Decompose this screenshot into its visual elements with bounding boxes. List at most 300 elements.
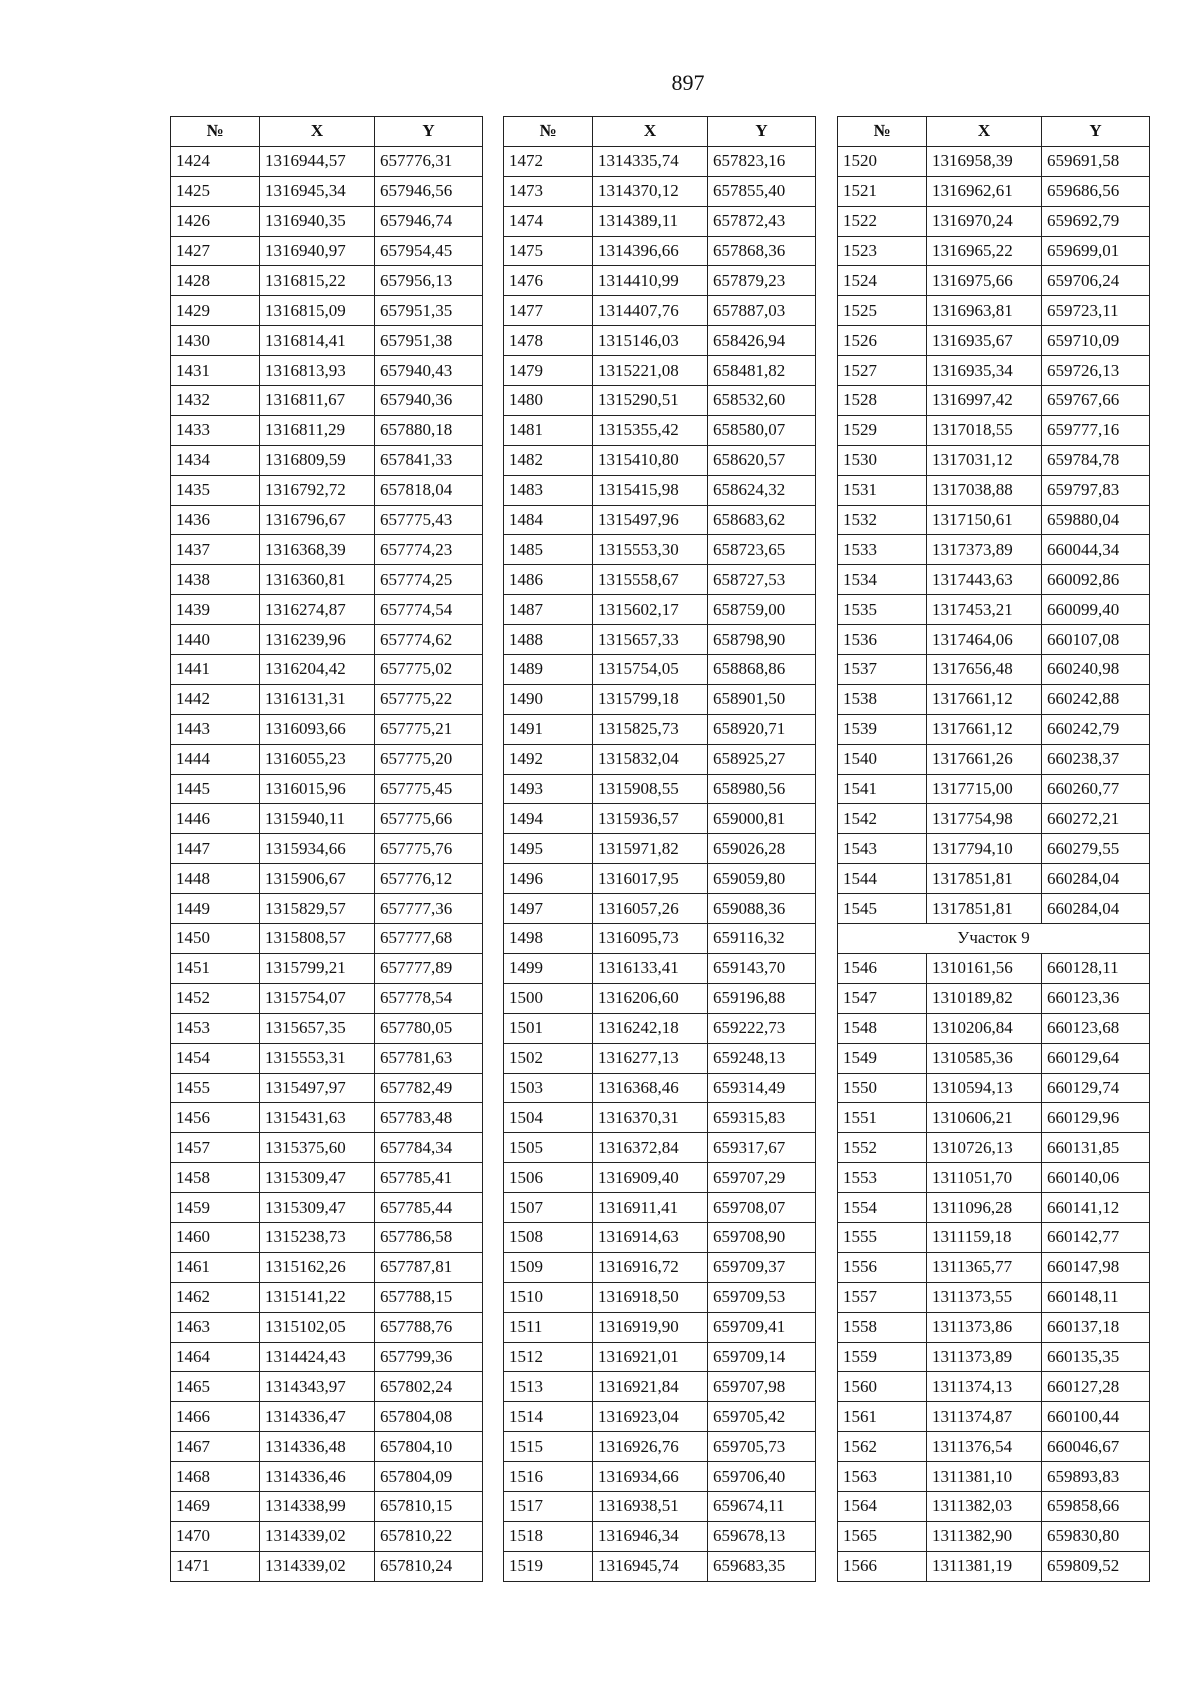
point-number: 1532 xyxy=(838,505,927,535)
table-row xyxy=(504,714,816,744)
x-coordinate: 1316935,34 xyxy=(927,356,1042,386)
y-coordinate: 658920,71 xyxy=(708,714,816,744)
x-coordinate: 1315375,60 xyxy=(260,1133,375,1163)
y-coordinate: 659674,11 xyxy=(708,1491,816,1521)
table-row xyxy=(504,655,816,685)
point-number: 1527 xyxy=(838,356,927,386)
table-row xyxy=(838,176,1150,206)
point-number: 1503 xyxy=(504,1073,593,1103)
table-row xyxy=(171,1222,483,1252)
table-row xyxy=(504,206,816,236)
point-number: 1536 xyxy=(838,625,927,655)
y-coordinate: 657774,25 xyxy=(375,565,483,595)
table-row xyxy=(838,236,1150,266)
y-coordinate: 658901,50 xyxy=(708,684,816,714)
y-coordinate: 657776,31 xyxy=(375,146,483,176)
y-coordinate: 657879,23 xyxy=(708,266,816,296)
table-row xyxy=(504,415,816,445)
point-number: 1559 xyxy=(838,1342,927,1372)
table-row xyxy=(504,1013,816,1043)
point-number: 1557 xyxy=(838,1282,927,1312)
y-coordinate: 657775,43 xyxy=(375,505,483,535)
point-number: 1441 xyxy=(171,655,260,685)
point-number: 1538 xyxy=(838,684,927,714)
point-number: 1443 xyxy=(171,714,260,744)
x-coordinate: 1316095,73 xyxy=(593,924,708,954)
table-row xyxy=(504,953,816,983)
point-number: 1434 xyxy=(171,445,260,475)
x-coordinate: 1315799,21 xyxy=(260,953,375,983)
y-coordinate: 657775,22 xyxy=(375,684,483,714)
x-coordinate: 1310594,13 xyxy=(927,1073,1042,1103)
x-coordinate: 1311382,90 xyxy=(927,1521,1042,1551)
table-row xyxy=(504,475,816,505)
table-row xyxy=(838,1282,1150,1312)
y-coordinate: 659116,32 xyxy=(708,924,816,954)
y-coordinate: 660238,37 xyxy=(1042,744,1150,774)
y-coordinate: 657872,43 xyxy=(708,206,816,236)
y-coordinate: 657818,04 xyxy=(375,475,483,505)
x-coordinate: 1317661,12 xyxy=(927,684,1042,714)
table-row xyxy=(838,386,1150,416)
table-row xyxy=(838,1133,1150,1163)
point-number: 1520 xyxy=(838,146,927,176)
x-coordinate: 1317031,12 xyxy=(927,445,1042,475)
y-coordinate: 659196,88 xyxy=(708,983,816,1013)
y-coordinate: 660135,35 xyxy=(1042,1342,1150,1372)
x-coordinate: 1315238,73 xyxy=(260,1222,375,1252)
point-number: 1512 xyxy=(504,1342,593,1372)
y-coordinate: 660141,12 xyxy=(1042,1193,1150,1223)
y-coordinate: 659317,67 xyxy=(708,1133,816,1163)
point-number: 1540 xyxy=(838,744,927,774)
table-row xyxy=(838,864,1150,894)
table-row xyxy=(504,1432,816,1462)
point-number: 1431 xyxy=(171,356,260,386)
x-coordinate: 1317373,89 xyxy=(927,535,1042,565)
x-coordinate: 1314336,46 xyxy=(260,1462,375,1492)
x-coordinate: 1310585,36 xyxy=(927,1043,1042,1073)
point-number: 1487 xyxy=(504,595,593,625)
x-coordinate: 1315940,11 xyxy=(260,804,375,834)
point-number: 1523 xyxy=(838,236,927,266)
table-row xyxy=(504,1282,816,1312)
table-row xyxy=(838,1043,1150,1073)
point-number: 1484 xyxy=(504,505,593,535)
y-coordinate: 660242,88 xyxy=(1042,684,1150,714)
table-row xyxy=(504,1342,816,1372)
y-coordinate: 657788,15 xyxy=(375,1282,483,1312)
x-coordinate: 1314339,02 xyxy=(260,1521,375,1551)
y-coordinate: 657787,81 xyxy=(375,1252,483,1282)
point-number: 1482 xyxy=(504,445,593,475)
table-row xyxy=(504,1372,816,1402)
point-number: 1437 xyxy=(171,535,260,565)
y-coordinate: 659709,14 xyxy=(708,1342,816,1372)
x-coordinate: 1311373,89 xyxy=(927,1342,1042,1372)
y-coordinate: 657880,18 xyxy=(375,415,483,445)
table-row xyxy=(171,774,483,804)
y-coordinate: 660100,44 xyxy=(1042,1402,1150,1432)
y-coordinate: 660131,85 xyxy=(1042,1133,1150,1163)
y-coordinate: 658426,94 xyxy=(708,326,816,356)
point-number: 1492 xyxy=(504,744,593,774)
y-coordinate: 657804,10 xyxy=(375,1432,483,1462)
point-number: 1531 xyxy=(838,475,927,505)
x-coordinate: 1314336,47 xyxy=(260,1402,375,1432)
point-number: 1545 xyxy=(838,894,927,924)
y-coordinate: 658624,32 xyxy=(708,475,816,505)
table-row xyxy=(171,655,483,685)
x-coordinate: 1316015,96 xyxy=(260,774,375,804)
x-coordinate: 1316815,09 xyxy=(260,296,375,326)
x-coordinate: 1316814,41 xyxy=(260,326,375,356)
point-number: 1550 xyxy=(838,1073,927,1103)
y-coordinate: 660107,08 xyxy=(1042,625,1150,655)
point-number: 1483 xyxy=(504,475,593,505)
point-number: 1513 xyxy=(504,1372,593,1402)
x-coordinate: 1314407,76 xyxy=(593,296,708,326)
y-coordinate: 657946,74 xyxy=(375,206,483,236)
table-row xyxy=(171,296,483,326)
point-number: 1446 xyxy=(171,804,260,834)
x-coordinate: 1317661,26 xyxy=(927,744,1042,774)
point-number: 1554 xyxy=(838,1193,927,1223)
y-coordinate: 657946,56 xyxy=(375,176,483,206)
point-number: 1535 xyxy=(838,595,927,625)
table-row xyxy=(838,1372,1150,1402)
point-number: 1466 xyxy=(171,1402,260,1432)
table-row xyxy=(171,804,483,834)
y-coordinate: 657810,15 xyxy=(375,1491,483,1521)
y-coordinate: 658683,62 xyxy=(708,505,816,535)
x-coordinate: 1316918,50 xyxy=(593,1282,708,1312)
point-number: 1510 xyxy=(504,1282,593,1312)
y-coordinate: 657778,54 xyxy=(375,983,483,1013)
point-number: 1544 xyxy=(838,864,927,894)
point-number: 1555 xyxy=(838,1222,927,1252)
y-coordinate: 659248,13 xyxy=(708,1043,816,1073)
point-number: 1509 xyxy=(504,1252,593,1282)
y-coordinate: 659767,66 xyxy=(1042,386,1150,416)
point-number: 1463 xyxy=(171,1312,260,1342)
x-coordinate: 1310206,84 xyxy=(927,1013,1042,1043)
table-row xyxy=(838,1432,1150,1462)
point-number: 1496 xyxy=(504,864,593,894)
x-coordinate: 1314389,11 xyxy=(593,206,708,236)
table-row xyxy=(838,1252,1150,1282)
point-number: 1564 xyxy=(838,1491,927,1521)
table-row xyxy=(504,625,816,655)
x-coordinate: 1316133,41 xyxy=(593,953,708,983)
point-number: 1464 xyxy=(171,1342,260,1372)
table-row xyxy=(838,1013,1150,1043)
point-number: 1522 xyxy=(838,206,927,236)
table-row xyxy=(171,236,483,266)
x-coordinate: 1316368,46 xyxy=(593,1073,708,1103)
x-coordinate: 1315825,73 xyxy=(593,714,708,744)
y-coordinate: 657777,36 xyxy=(375,894,483,924)
page-number: 897 xyxy=(671,70,705,95)
point-number: 1511 xyxy=(504,1312,593,1342)
point-number: 1455 xyxy=(171,1073,260,1103)
point-number: 1473 xyxy=(504,176,593,206)
point-number: 1481 xyxy=(504,415,593,445)
x-coordinate: 1316945,74 xyxy=(593,1551,708,1581)
table-row xyxy=(171,356,483,386)
x-coordinate: 1315934,66 xyxy=(260,834,375,864)
table-row xyxy=(171,1073,483,1103)
table-row xyxy=(171,1372,483,1402)
point-number: 1498 xyxy=(504,924,593,954)
x-coordinate: 1317443,63 xyxy=(927,565,1042,595)
y-coordinate: 659705,42 xyxy=(708,1402,816,1432)
table-row xyxy=(838,1342,1150,1372)
point-number: 1486 xyxy=(504,565,593,595)
point-number: 1505 xyxy=(504,1133,593,1163)
x-coordinate: 1315832,04 xyxy=(593,744,708,774)
table-row xyxy=(504,1312,816,1342)
point-number: 1561 xyxy=(838,1402,927,1432)
table-row xyxy=(504,1133,816,1163)
y-coordinate: 659723,11 xyxy=(1042,296,1150,326)
x-coordinate: 1316921,84 xyxy=(593,1372,708,1402)
point-number: 1529 xyxy=(838,415,927,445)
table-row xyxy=(838,266,1150,296)
point-number: 1449 xyxy=(171,894,260,924)
point-number: 1528 xyxy=(838,386,927,416)
x-coordinate: 1315146,03 xyxy=(593,326,708,356)
point-number: 1425 xyxy=(171,176,260,206)
x-coordinate: 1317794,10 xyxy=(927,834,1042,864)
x-coordinate: 1317150,61 xyxy=(927,505,1042,535)
point-number: 1424 xyxy=(171,146,260,176)
table-row xyxy=(504,535,816,565)
x-coordinate: 1310189,82 xyxy=(927,983,1042,1013)
x-coordinate: 1314396,66 xyxy=(593,236,708,266)
point-number: 1542 xyxy=(838,804,927,834)
table-row xyxy=(504,834,816,864)
point-number: 1533 xyxy=(838,535,927,565)
x-coordinate: 1316057,26 xyxy=(593,894,708,924)
y-coordinate: 657786,58 xyxy=(375,1222,483,1252)
point-number: 1428 xyxy=(171,266,260,296)
y-coordinate: 659708,07 xyxy=(708,1193,816,1223)
point-number: 1553 xyxy=(838,1163,927,1193)
table-row xyxy=(504,1193,816,1223)
point-number: 1442 xyxy=(171,684,260,714)
y-coordinate: 659683,35 xyxy=(708,1551,816,1581)
x-coordinate: 1315808,57 xyxy=(260,924,375,954)
point-number: 1491 xyxy=(504,714,593,744)
y-coordinate: 657775,76 xyxy=(375,834,483,864)
y-coordinate: 660272,21 xyxy=(1042,804,1150,834)
x-coordinate: 1315908,55 xyxy=(593,774,708,804)
point-number: 1562 xyxy=(838,1432,927,1462)
point-number: 1479 xyxy=(504,356,593,386)
table-row xyxy=(504,236,816,266)
table-row xyxy=(504,983,816,1013)
x-coordinate: 1316946,34 xyxy=(593,1521,708,1551)
y-coordinate: 660127,28 xyxy=(1042,1372,1150,1402)
table-row xyxy=(504,326,816,356)
y-coordinate: 657887,03 xyxy=(708,296,816,326)
table-row xyxy=(504,744,816,774)
table-row xyxy=(171,505,483,535)
point-number: 1477 xyxy=(504,296,593,326)
x-coordinate: 1316923,04 xyxy=(593,1402,708,1432)
y-coordinate: 657855,40 xyxy=(708,176,816,206)
x-coordinate: 1317851,81 xyxy=(927,864,1042,894)
x-coordinate: 1317715,00 xyxy=(927,774,1042,804)
y-coordinate: 660129,64 xyxy=(1042,1043,1150,1073)
x-coordinate: 1315141,22 xyxy=(260,1282,375,1312)
y-coordinate: 660148,11 xyxy=(1042,1282,1150,1312)
y-coordinate: 658980,56 xyxy=(708,774,816,804)
y-coordinate: 659678,13 xyxy=(708,1521,816,1551)
point-number: 1430 xyxy=(171,326,260,356)
y-coordinate: 657775,02 xyxy=(375,655,483,685)
x-coordinate: 1315497,96 xyxy=(593,505,708,535)
x-coordinate: 1315415,98 xyxy=(593,475,708,505)
x-coordinate: 1314370,12 xyxy=(593,176,708,206)
coordinates-table-right xyxy=(837,116,1150,1582)
table-row xyxy=(504,1252,816,1282)
table-row xyxy=(171,1103,483,1133)
header-num: № xyxy=(504,117,593,147)
x-coordinate: 1315221,08 xyxy=(593,356,708,386)
header-x: X xyxy=(927,117,1042,147)
point-number: 1506 xyxy=(504,1163,593,1193)
point-number: 1521 xyxy=(838,176,927,206)
x-coordinate: 1317754,98 xyxy=(927,804,1042,834)
x-coordinate: 1316921,01 xyxy=(593,1342,708,1372)
point-number: 1474 xyxy=(504,206,593,236)
table-row xyxy=(171,146,483,176)
y-coordinate: 659708,90 xyxy=(708,1222,816,1252)
point-number: 1480 xyxy=(504,386,593,416)
y-coordinate: 657775,21 xyxy=(375,714,483,744)
x-coordinate: 1316916,72 xyxy=(593,1252,708,1282)
section-title: Участок 9 xyxy=(838,924,1150,954)
y-coordinate: 660129,74 xyxy=(1042,1073,1150,1103)
point-number: 1504 xyxy=(504,1103,593,1133)
point-number: 1426 xyxy=(171,206,260,236)
point-number: 1444 xyxy=(171,744,260,774)
y-coordinate: 660099,40 xyxy=(1042,595,1150,625)
table-row xyxy=(838,296,1150,326)
table-row xyxy=(504,296,816,326)
table-row xyxy=(838,146,1150,176)
y-coordinate: 658481,82 xyxy=(708,356,816,386)
y-coordinate: 657782,49 xyxy=(375,1073,483,1103)
y-coordinate: 658727,53 xyxy=(708,565,816,595)
y-coordinate: 660260,77 xyxy=(1042,774,1150,804)
y-coordinate: 660129,96 xyxy=(1042,1103,1150,1133)
y-coordinate: 657775,45 xyxy=(375,774,483,804)
table-row xyxy=(171,1432,483,1462)
x-coordinate: 1310726,13 xyxy=(927,1133,1042,1163)
table-row xyxy=(504,445,816,475)
table-row xyxy=(171,326,483,356)
table-row xyxy=(838,1222,1150,1252)
point-number: 1501 xyxy=(504,1013,593,1043)
point-number: 1452 xyxy=(171,983,260,1013)
x-coordinate: 1316944,57 xyxy=(260,146,375,176)
x-coordinate: 1316204,42 xyxy=(260,655,375,685)
y-coordinate: 660140,06 xyxy=(1042,1163,1150,1193)
table-row xyxy=(504,1491,816,1521)
point-number: 1472 xyxy=(504,146,593,176)
x-coordinate: 1314339,02 xyxy=(260,1551,375,1581)
x-coordinate: 1315410,80 xyxy=(593,445,708,475)
y-coordinate: 657774,54 xyxy=(375,595,483,625)
point-number: 1565 xyxy=(838,1521,927,1551)
table-row xyxy=(171,1402,483,1432)
y-coordinate: 660044,34 xyxy=(1042,535,1150,565)
point-number: 1467 xyxy=(171,1432,260,1462)
y-coordinate: 659088,36 xyxy=(708,894,816,924)
table-row xyxy=(838,684,1150,714)
x-coordinate: 1316813,93 xyxy=(260,356,375,386)
table-row xyxy=(171,1282,483,1312)
point-number: 1525 xyxy=(838,296,927,326)
section-row xyxy=(838,924,1150,954)
table-row xyxy=(171,1013,483,1043)
y-coordinate: 659858,66 xyxy=(1042,1491,1150,1521)
point-number: 1546 xyxy=(838,953,927,983)
point-number: 1427 xyxy=(171,236,260,266)
point-number: 1475 xyxy=(504,236,593,266)
point-number: 1526 xyxy=(838,326,927,356)
x-coordinate: 1316970,24 xyxy=(927,206,1042,236)
table-row xyxy=(171,684,483,714)
y-coordinate: 657780,05 xyxy=(375,1013,483,1043)
y-coordinate: 657777,89 xyxy=(375,953,483,983)
y-coordinate: 659691,58 xyxy=(1042,146,1150,176)
x-coordinate: 1317656,48 xyxy=(927,655,1042,685)
x-coordinate: 1316965,22 xyxy=(927,236,1042,266)
x-coordinate: 1316811,29 xyxy=(260,415,375,445)
x-coordinate: 1317453,21 xyxy=(927,595,1042,625)
x-coordinate: 1311376,54 xyxy=(927,1432,1042,1462)
table-row xyxy=(171,834,483,864)
point-number: 1534 xyxy=(838,565,927,595)
x-coordinate: 1316809,59 xyxy=(260,445,375,475)
x-coordinate: 1316938,51 xyxy=(593,1491,708,1521)
table-row xyxy=(171,924,483,954)
table-row xyxy=(171,475,483,505)
y-coordinate: 659709,53 xyxy=(708,1282,816,1312)
table-row xyxy=(171,1043,483,1073)
point-number: 1478 xyxy=(504,326,593,356)
y-coordinate: 657784,34 xyxy=(375,1133,483,1163)
table-row xyxy=(838,505,1150,535)
y-coordinate: 657777,68 xyxy=(375,924,483,954)
y-coordinate: 660279,55 xyxy=(1042,834,1150,864)
table-row xyxy=(171,864,483,894)
table-row xyxy=(171,1133,483,1163)
point-number: 1488 xyxy=(504,625,593,655)
y-coordinate: 659706,24 xyxy=(1042,266,1150,296)
table-row xyxy=(504,266,816,296)
point-number: 1556 xyxy=(838,1252,927,1282)
table-header-row xyxy=(838,117,1150,147)
point-number: 1438 xyxy=(171,565,260,595)
y-coordinate: 658580,07 xyxy=(708,415,816,445)
y-coordinate: 657940,43 xyxy=(375,356,483,386)
point-number: 1435 xyxy=(171,475,260,505)
